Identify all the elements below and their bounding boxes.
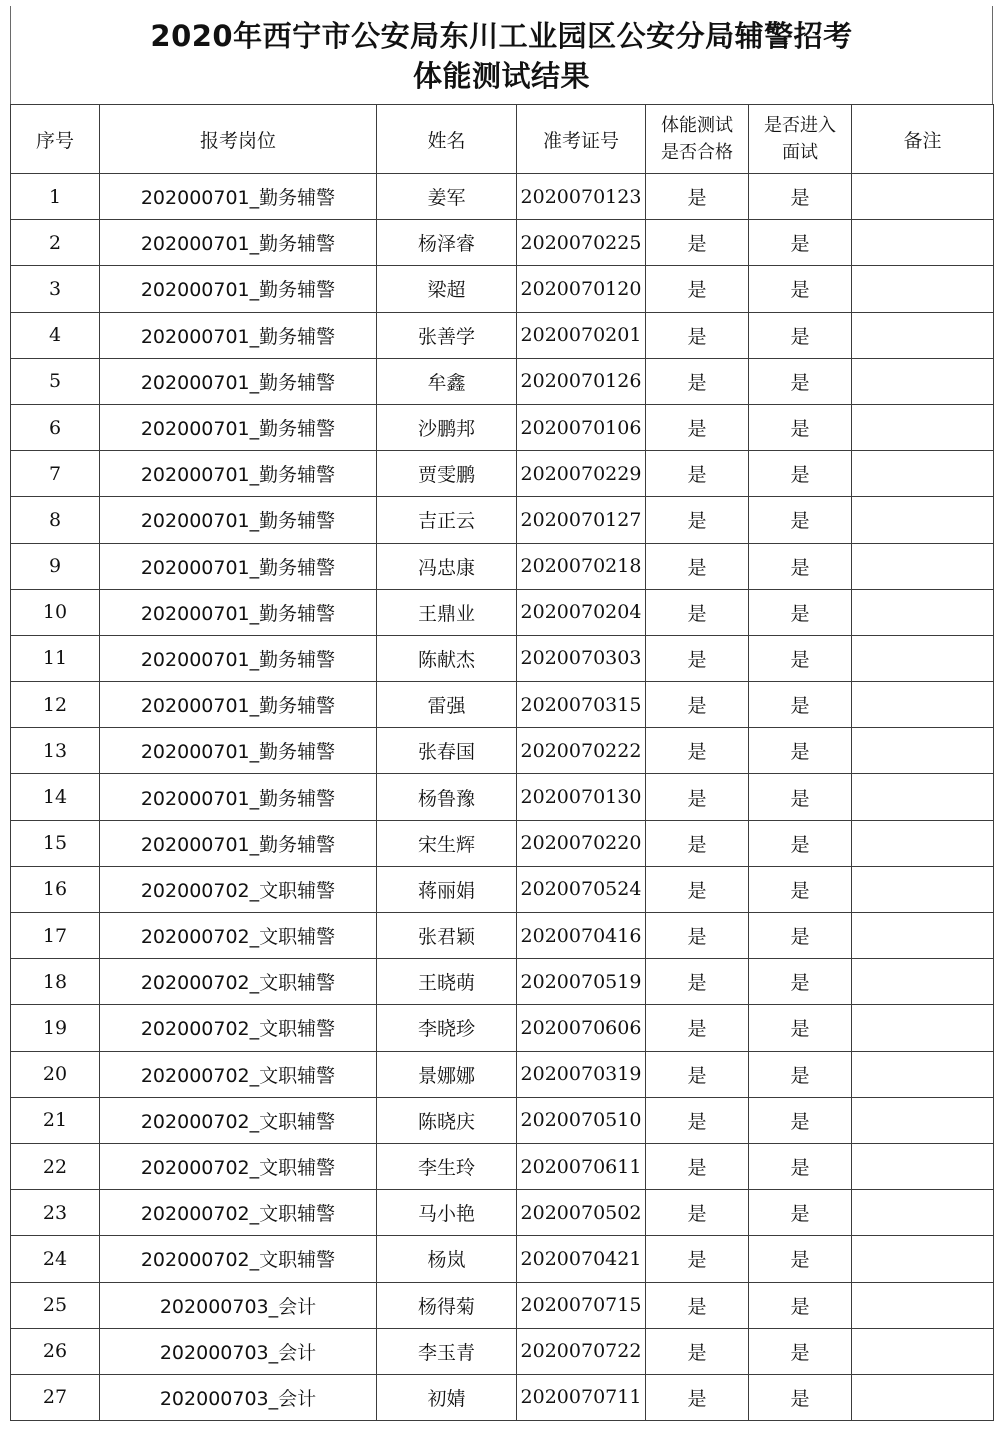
cell-interview: 是: [749, 312, 852, 358]
cell-name: 吉正云: [377, 497, 517, 543]
cell-index: 16: [11, 866, 100, 912]
table-row: [11, 497, 994, 543]
document-title: [10, 6, 993, 104]
table-row: [11, 728, 994, 774]
cell-ticket: 2020070120: [517, 266, 646, 312]
cell-interview: 是: [749, 451, 852, 497]
title-line-2: 体能测试结果: [412, 59, 590, 93]
cell-index: 14: [11, 774, 100, 820]
cell-name: 李晓珍: [377, 1005, 517, 1051]
cell-ticket: 2020070127: [517, 497, 646, 543]
table-header: [11, 105, 994, 174]
cell-position: 202000701_勤务辅警: [100, 774, 377, 820]
cell-interview: 是: [749, 959, 852, 1005]
cell-pass: 是: [646, 174, 749, 220]
cell-notes: [852, 497, 994, 543]
cell-pass: 是: [646, 1282, 749, 1328]
cell-pass: 是: [646, 1236, 749, 1282]
cell-position: 202000702_文职辅警: [100, 1190, 377, 1236]
cell-index: 17: [11, 913, 100, 959]
cell-pass: 是: [646, 1374, 749, 1420]
cell-pass: 是: [646, 266, 749, 312]
cell-position: 202000703_会计: [100, 1328, 377, 1374]
table-row: [11, 774, 994, 820]
cell-pass: 是: [646, 312, 749, 358]
table-row: [11, 543, 994, 589]
cell-name: 牟鑫: [377, 358, 517, 404]
cell-ticket: 2020070303: [517, 635, 646, 681]
cell-interview: 是: [749, 404, 852, 450]
cell-interview: 是: [749, 358, 852, 404]
cell-name: 雷强: [377, 682, 517, 728]
cell-ticket: 2020070126: [517, 358, 646, 404]
cell-index: 12: [11, 682, 100, 728]
cell-notes: [852, 266, 994, 312]
header-pass: [646, 105, 749, 174]
cell-name: 张春国: [377, 728, 517, 774]
results-table: [10, 104, 994, 1421]
cell-ticket: 2020070222: [517, 728, 646, 774]
cell-interview: 是: [749, 774, 852, 820]
cell-name: 陈献杰: [377, 635, 517, 681]
cell-name: 陈晓庆: [377, 1097, 517, 1143]
cell-position: 202000702_文职辅警: [100, 1051, 377, 1097]
cell-index: 11: [11, 635, 100, 681]
cell-name: 贾雯鹏: [377, 451, 517, 497]
cell-position: 202000701_勤务辅警: [100, 635, 377, 681]
table-row: [11, 682, 994, 728]
cell-notes: [852, 728, 994, 774]
cell-ticket: 2020070611: [517, 1143, 646, 1189]
cell-name: 姜军: [377, 174, 517, 220]
cell-interview: 是: [749, 1143, 852, 1189]
table-row: [11, 1143, 994, 1189]
cell-index: 10: [11, 589, 100, 635]
header-interview: [749, 105, 852, 174]
cell-notes: [852, 451, 994, 497]
cell-position: 202000703_会计: [100, 1374, 377, 1420]
cell-index: 19: [11, 1005, 100, 1051]
cell-index: 7: [11, 451, 100, 497]
cell-pass: 是: [646, 866, 749, 912]
cell-interview: 是: [749, 728, 852, 774]
table-row: [11, 266, 994, 312]
table-row: [11, 820, 994, 866]
cell-interview: 是: [749, 266, 852, 312]
cell-interview: 是: [749, 220, 852, 266]
cell-ticket: 2020070319: [517, 1051, 646, 1097]
table-row: [11, 866, 994, 912]
cell-name: 杨鲁豫: [377, 774, 517, 820]
cell-notes: [852, 1005, 994, 1051]
cell-index: 24: [11, 1236, 100, 1282]
cell-name: 宋生辉: [377, 820, 517, 866]
title-line-1: 2020年西宁市公安局东川工业园区公安分局辅警招考: [150, 19, 853, 53]
cell-pass: 是: [646, 1190, 749, 1236]
cell-position: 202000702_文职辅警: [100, 913, 377, 959]
table-row: [11, 1190, 994, 1236]
cell-ticket: 2020070715: [517, 1282, 646, 1328]
table-row: [11, 589, 994, 635]
cell-index: 5: [11, 358, 100, 404]
cell-position: 202000701_勤务辅警: [100, 451, 377, 497]
cell-position: 202000702_文职辅警: [100, 1143, 377, 1189]
cell-pass: 是: [646, 404, 749, 450]
cell-notes: [852, 1236, 994, 1282]
table-row: [11, 1051, 994, 1097]
cell-ticket: 2020070229: [517, 451, 646, 497]
cell-ticket: 2020070510: [517, 1097, 646, 1143]
cell-position: 202000702_文职辅警: [100, 866, 377, 912]
table-row: [11, 1328, 994, 1374]
cell-pass: 是: [646, 774, 749, 820]
cell-notes: [852, 866, 994, 912]
cell-position: 202000702_文职辅警: [100, 959, 377, 1005]
header-row: [11, 105, 994, 174]
cell-notes: [852, 1190, 994, 1236]
cell-position: 202000702_文职辅警: [100, 1097, 377, 1143]
cell-name: 沙鹏邦: [377, 404, 517, 450]
cell-ticket: 2020070524: [517, 866, 646, 912]
cell-ticket: 2020070722: [517, 1328, 646, 1374]
cell-name: 景娜娜: [377, 1051, 517, 1097]
cell-pass: 是: [646, 1051, 749, 1097]
cell-position: 202000701_勤务辅警: [100, 589, 377, 635]
cell-interview: 是: [749, 913, 852, 959]
cell-pass: 是: [646, 1005, 749, 1051]
cell-pass: 是: [646, 497, 749, 543]
cell-notes: [852, 1143, 994, 1189]
cell-interview: 是: [749, 1005, 852, 1051]
cell-position: 202000701_勤务辅警: [100, 404, 377, 450]
table-row: [11, 959, 994, 1005]
cell-notes: [852, 635, 994, 681]
cell-name: 梁超: [377, 266, 517, 312]
cell-name: 张善学: [377, 312, 517, 358]
cell-position: 202000703_会计: [100, 1282, 377, 1328]
header-name: 姓名: [377, 105, 517, 174]
cell-position: 202000701_勤务辅警: [100, 266, 377, 312]
cell-pass: 是: [646, 1143, 749, 1189]
cell-ticket: 2020070519: [517, 959, 646, 1005]
cell-pass: 是: [646, 589, 749, 635]
table-body: [11, 174, 994, 1421]
header-interview-line-1: 是否进入: [764, 115, 836, 136]
cell-position: 202000701_勤务辅警: [100, 820, 377, 866]
cell-index: 4: [11, 312, 100, 358]
cell-interview: 是: [749, 1236, 852, 1282]
cell-name: 杨泽睿: [377, 220, 517, 266]
cell-notes: [852, 959, 994, 1005]
cell-notes: [852, 1097, 994, 1143]
cell-notes: [852, 404, 994, 450]
cell-position: 202000702_文职辅警: [100, 1005, 377, 1051]
cell-name: 杨得菊: [377, 1282, 517, 1328]
cell-ticket: 2020070106: [517, 404, 646, 450]
cell-index: 1: [11, 174, 100, 220]
header-pass-line-1: 体能测试: [661, 115, 733, 136]
cell-ticket: 2020070502: [517, 1190, 646, 1236]
cell-name: 冯忠康: [377, 543, 517, 589]
cell-interview: 是: [749, 1097, 852, 1143]
cell-notes: [852, 1374, 994, 1420]
cell-position: 202000701_勤务辅警: [100, 728, 377, 774]
cell-interview: 是: [749, 1282, 852, 1328]
cell-position: 202000701_勤务辅警: [100, 543, 377, 589]
cell-notes: [852, 174, 994, 220]
cell-index: 6: [11, 404, 100, 450]
header-interview-line-2: 面试: [782, 142, 818, 163]
cell-interview: 是: [749, 866, 852, 912]
cell-name: 王鼎业: [377, 589, 517, 635]
cell-ticket: 2020070421: [517, 1236, 646, 1282]
cell-notes: [852, 1051, 994, 1097]
cell-index: 22: [11, 1143, 100, 1189]
cell-name: 初婧: [377, 1374, 517, 1420]
table-row: [11, 312, 994, 358]
cell-name: 杨岚: [377, 1236, 517, 1282]
cell-name: 李玉青: [377, 1328, 517, 1374]
table-row: [11, 220, 994, 266]
cell-index: 2: [11, 220, 100, 266]
cell-interview: 是: [749, 635, 852, 681]
header-position: 报考岗位: [100, 105, 377, 174]
cell-pass: 是: [646, 1097, 749, 1143]
cell-interview: 是: [749, 1190, 852, 1236]
cell-index: 3: [11, 266, 100, 312]
cell-interview: 是: [749, 682, 852, 728]
cell-index: 23: [11, 1190, 100, 1236]
cell-pass: 是: [646, 1328, 749, 1374]
cell-ticket: 2020070606: [517, 1005, 646, 1051]
table-row: [11, 1282, 994, 1328]
cell-ticket: 2020070220: [517, 820, 646, 866]
cell-notes: [852, 220, 994, 266]
table-row: [11, 1374, 994, 1420]
cell-name: 张君颖: [377, 913, 517, 959]
cell-pass: 是: [646, 959, 749, 1005]
cell-ticket: 2020070225: [517, 220, 646, 266]
cell-pass: 是: [646, 635, 749, 681]
cell-pass: 是: [646, 682, 749, 728]
cell-notes: [852, 820, 994, 866]
table-row: [11, 635, 994, 681]
cell-interview: 是: [749, 1328, 852, 1374]
cell-position: 202000701_勤务辅警: [100, 497, 377, 543]
cell-ticket: 2020070416: [517, 913, 646, 959]
cell-interview: 是: [749, 174, 852, 220]
table-row: [11, 404, 994, 450]
cell-index: 26: [11, 1328, 100, 1374]
cell-interview: 是: [749, 820, 852, 866]
cell-position: 202000701_勤务辅警: [100, 358, 377, 404]
cell-index: 27: [11, 1374, 100, 1420]
table-row: [11, 358, 994, 404]
cell-position: 202000701_勤务辅警: [100, 682, 377, 728]
cell-index: 25: [11, 1282, 100, 1328]
cell-name: 马小艳: [377, 1190, 517, 1236]
header-notes: 备注: [852, 105, 994, 174]
cell-pass: 是: [646, 451, 749, 497]
table-row: [11, 451, 994, 497]
cell-interview: 是: [749, 1374, 852, 1420]
cell-interview: 是: [749, 543, 852, 589]
cell-position: 202000701_勤务辅警: [100, 220, 377, 266]
cell-pass: 是: [646, 358, 749, 404]
cell-notes: [852, 589, 994, 635]
cell-name: 王晓萌: [377, 959, 517, 1005]
cell-index: 20: [11, 1051, 100, 1097]
cell-name: 蒋丽娟: [377, 866, 517, 912]
cell-notes: [852, 774, 994, 820]
cell-ticket: 2020070315: [517, 682, 646, 728]
table-row: [11, 1097, 994, 1143]
cell-index: 18: [11, 959, 100, 1005]
cell-notes: [852, 312, 994, 358]
cell-position: 202000701_勤务辅警: [100, 174, 377, 220]
header-index: 序号: [11, 105, 100, 174]
cell-index: 8: [11, 497, 100, 543]
cell-notes: [852, 1328, 994, 1374]
cell-index: 13: [11, 728, 100, 774]
cell-index: 21: [11, 1097, 100, 1143]
cell-notes: [852, 1282, 994, 1328]
cell-interview: 是: [749, 589, 852, 635]
cell-name: 李生玲: [377, 1143, 517, 1189]
cell-pass: 是: [646, 220, 749, 266]
table-row: [11, 174, 994, 220]
cell-ticket: 2020070201: [517, 312, 646, 358]
cell-pass: 是: [646, 913, 749, 959]
cell-position: 202000702_文职辅警: [100, 1236, 377, 1282]
cell-ticket: 2020070123: [517, 174, 646, 220]
cell-pass: 是: [646, 543, 749, 589]
cell-index: 9: [11, 543, 100, 589]
cell-notes: [852, 543, 994, 589]
cell-interview: 是: [749, 497, 852, 543]
cell-pass: 是: [646, 728, 749, 774]
cell-notes: [852, 358, 994, 404]
cell-notes: [852, 913, 994, 959]
cell-interview: 是: [749, 1051, 852, 1097]
header-ticket: 准考证号: [517, 105, 646, 174]
cell-ticket: 2020070204: [517, 589, 646, 635]
cell-pass: 是: [646, 820, 749, 866]
cell-position: 202000701_勤务辅警: [100, 312, 377, 358]
cell-ticket: 2020070711: [517, 1374, 646, 1420]
cell-ticket: 2020070130: [517, 774, 646, 820]
cell-ticket: 2020070218: [517, 543, 646, 589]
table-row: [11, 1005, 994, 1051]
cell-index: 15: [11, 820, 100, 866]
table-row: [11, 913, 994, 959]
table-row: [11, 1236, 994, 1282]
header-pass-line-2: 是否合格: [661, 142, 733, 163]
cell-notes: [852, 682, 994, 728]
